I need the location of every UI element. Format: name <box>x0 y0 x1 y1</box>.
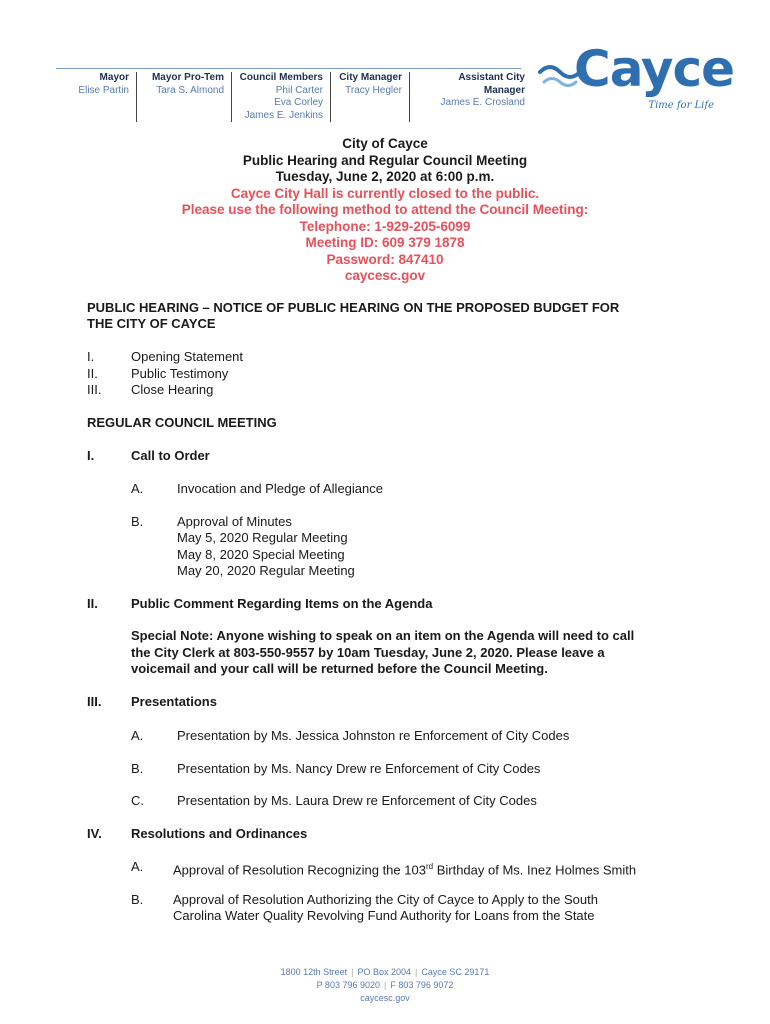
official-name: Phil Carter <box>275 84 323 96</box>
item-letter: A. <box>131 859 144 874</box>
official-role: Mayor Pro-Tem <box>151 72 224 83</box>
footer-phone-line: P 803 796 9020 | F 803 796 9072 <box>316 980 454 990</box>
website-link: caycesc.gov <box>344 268 426 283</box>
logo-wordmark: Cayce <box>574 40 735 98</box>
regular-meeting-heading: REGULAR COUNCIL MEETING <box>87 415 277 430</box>
item-number: II. <box>87 366 98 381</box>
item-letter: B. <box>131 892 144 907</box>
official-name: Eva Corley <box>274 97 323 108</box>
page-footer <box>0 966 770 1005</box>
official-city-manager <box>331 72 410 122</box>
item-letter: A. <box>131 481 144 496</box>
footer-phone: P 803 796 9020 <box>316 980 380 990</box>
section-number: I. <box>87 448 95 463</box>
official-role: City Manager <box>339 72 402 83</box>
logo-tagline: Time for Life <box>648 100 714 111</box>
special-note-text: the City Clerk at 803-550-9557 by 10am Tuesday, June 2, 2020. Please leave a <box>131 645 605 660</box>
official-name: James E. Crosland <box>440 97 525 108</box>
official-role: Council Members <box>239 72 323 83</box>
public-hearing-heading-cont: THE CITY OF CAYCE <box>87 316 216 331</box>
header-rule <box>56 68 521 69</box>
official-name: Tara S. Almond <box>156 84 224 96</box>
item-number: III. <box>87 382 102 397</box>
official-role: Mayor <box>99 72 129 83</box>
special-note-text: Special Note: Anyone wishing to speak on an item on the Agenda will need to call <box>131 628 635 643</box>
item-text: Public Testimony <box>131 366 229 381</box>
section-number: III. <box>87 694 102 709</box>
official-mayor <box>60 72 137 122</box>
footer-city: Cayce SC 29171 <box>421 967 490 977</box>
item-text: Presentation by Ms. Nancy Drew re Enforcement of City Codes <box>177 761 541 776</box>
meeting-title-block <box>0 136 770 285</box>
telephone-number: Telephone: 1-929-205-6099 <box>299 218 471 234</box>
footer-street: 1800 12th Street <box>280 967 348 977</box>
item-text: Opening Statement <box>131 349 244 364</box>
ordinal-suffix: rd <box>425 862 434 871</box>
public-hearing-heading: PUBLIC HEARING – NOTICE OF PUBLIC HEARING ON THE PROPOSED BUDGET FOR <box>87 300 620 315</box>
item-text: Approval of Minutes <box>177 514 292 529</box>
official-name: James E. Jenkins <box>244 109 323 121</box>
official-name: Tracy Hegler <box>345 84 402 96</box>
officials-header <box>60 72 532 122</box>
official-role: Assistant City Manager <box>458 72 525 96</box>
title-date: Tuesday, June 2, 2020 at 6:00 p.m. <box>275 169 495 184</box>
closure-notice: Cayce City Hall is currently closed to the public. <box>230 185 540 201</box>
item-text: Approval of Resolution Authorizing the City of Cayce to Apply to the South <box>173 892 598 907</box>
item-text: Carolina Water Quality Revolving Fund Authority for Loans from the State <box>173 908 595 923</box>
footer-fax: F 803 796 9072 <box>390 980 454 990</box>
item-letter: A. <box>131 728 144 743</box>
item-text-post: Birthday of Ms. Inez Holmes Smith <box>433 862 637 878</box>
attend-method-notice: Please use the following method to attend the Council Meeting: <box>181 202 589 217</box>
item-text <box>173 859 636 879</box>
section-title: Presentations <box>131 694 217 709</box>
item-text: Close Hearing <box>131 382 214 397</box>
item-text-pre: Approval of Resolution Recognizing the 103 <box>173 862 426 878</box>
official-assistant-city-manager <box>410 72 532 122</box>
section-number: IV. <box>87 826 102 841</box>
official-name: Elise Partin <box>78 84 129 96</box>
footer-po-box: PO Box 2004 <box>357 967 412 977</box>
official-mayor-pro-tem <box>137 72 232 122</box>
item-text: Invocation and Pledge of Allegiance <box>177 481 383 496</box>
cayce-logo <box>530 40 735 120</box>
item-text: Presentation by Ms. Laura Drew re Enforcement of City Codes <box>177 793 537 808</box>
title-city: City of Cayce <box>342 136 428 151</box>
item-letter: C. <box>131 793 144 808</box>
section-title: Call to Order <box>131 448 210 463</box>
section-title: Public Comment Regarding Items on the Agenda <box>131 596 433 611</box>
special-note-text: voicemail and your call will be returned before the Council Meeting. <box>131 661 548 676</box>
footer-website[interactable]: caycesc.gov <box>360 993 410 1003</box>
section-number: II. <box>87 596 98 611</box>
meeting-id: Meeting ID: 609 379 1878 <box>305 235 465 250</box>
item-letter: B. <box>131 761 144 776</box>
minutes-date: May 5, 2020 Regular Meeting <box>177 530 348 545</box>
official-council-members <box>232 72 331 122</box>
item-number: I. <box>87 349 95 364</box>
item-letter: B. <box>131 514 144 529</box>
minutes-date: May 20, 2020 Regular Meeting <box>177 563 355 578</box>
item-text: Presentation by Ms. Jessica Johnston re Enforcement of City Codes <box>177 728 570 743</box>
minutes-date: May 8, 2020 Special Meeting <box>177 547 345 562</box>
meeting-password: Password: 847410 <box>326 251 444 267</box>
section-title: Resolutions and Ordinances <box>131 826 308 841</box>
title-meeting: Public Hearing and Regular Council Meeting <box>242 152 528 168</box>
footer-address-line: 1800 12th Street | PO Box 2004 | Cayce SC 29171 <box>280 967 490 977</box>
